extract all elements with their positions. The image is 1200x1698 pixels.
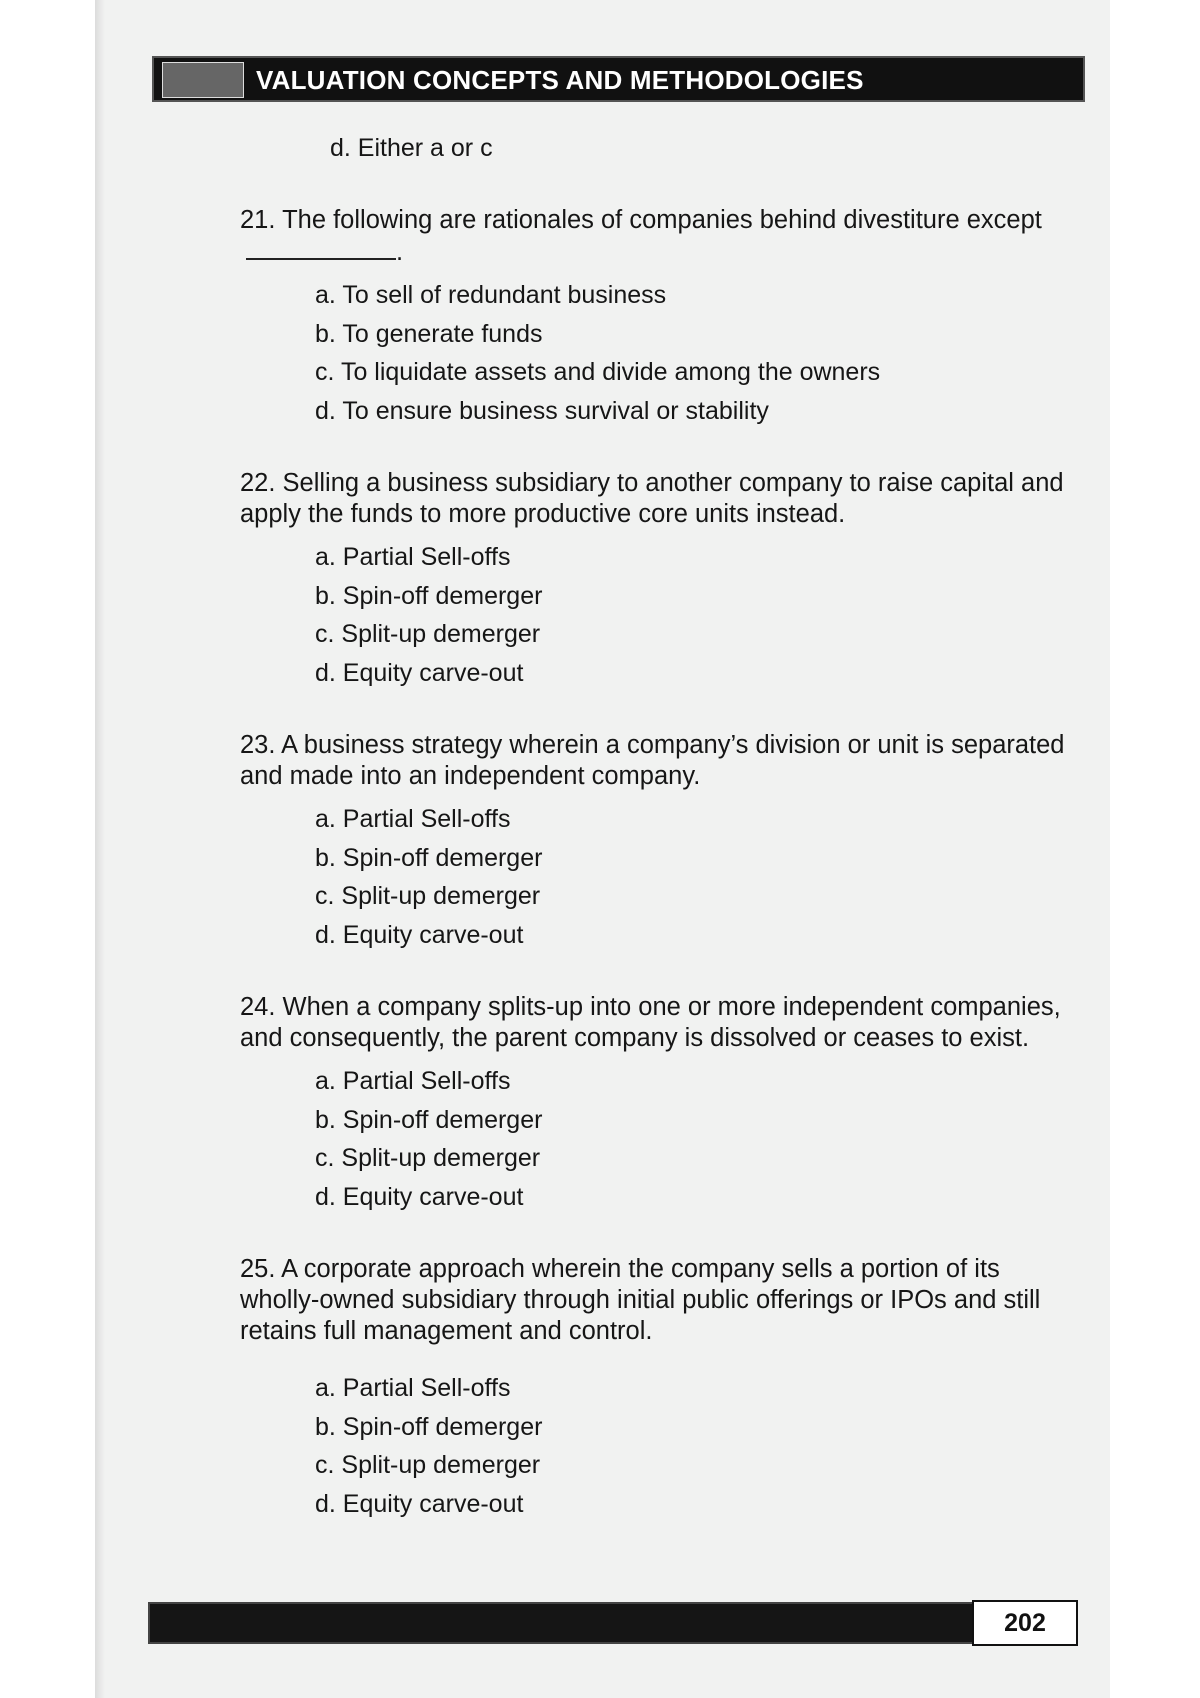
option-list <box>315 1062 1070 1216</box>
option-item: d. Equity carve-out <box>315 920 524 949</box>
page-number: 202 <box>972 1600 1078 1646</box>
option-list <box>315 1369 1070 1523</box>
question-23 <box>240 730 1070 954</box>
chapter-title: VALUATION CONCEPTS AND METHODOLOGIES <box>256 65 864 95</box>
option-item: a. To sell of redundant business <box>315 281 667 309</box>
question-stem-tail: . <box>396 238 404 266</box>
option-item: d. To ensure business survival or stability <box>315 396 769 425</box>
question-25 <box>240 1254 1070 1523</box>
question-stem: 25. A corporate approach wherein the company sells a portion of its wholly-owned subsidiary through initial public offerings or IPOs and still retains full management and control. <box>240 1255 1041 1345</box>
option-list <box>315 800 1070 954</box>
option-item: a. Partial Sell-offs <box>315 1374 511 1402</box>
option-list <box>315 276 1070 430</box>
option-item: c. Split-up demerger <box>315 620 541 648</box>
page-binding-shadow <box>95 0 105 1698</box>
option-item: c. Split-up demerger <box>315 1144 541 1172</box>
chapter-header-bar <box>152 56 1085 102</box>
header-accent-box <box>162 62 244 98</box>
option-item: a. Partial Sell-offs <box>315 805 511 833</box>
option-item: b. Spin-off demerger <box>315 843 543 872</box>
option-item: b. Spin-off demerger <box>315 1412 543 1441</box>
answer-blank <box>246 236 396 260</box>
option-item: b. Spin-off demerger <box>315 1105 543 1134</box>
option-item: c. Split-up demerger <box>315 882 541 910</box>
question-list <box>240 134 1070 1561</box>
question-21 <box>240 205 1070 430</box>
option-list <box>315 538 1070 692</box>
question-22 <box>240 468 1070 692</box>
question-stem: 24. When a company splits-up into one or more independent companies, and consequently, the parent company is dissolved or ceases to exist. <box>240 993 1061 1052</box>
option-item: b. To generate funds <box>315 319 543 348</box>
option-item: c. Split-up demerger <box>315 1451 541 1479</box>
carried-over-option: d. Either a or c <box>330 134 493 162</box>
option-item: c. To liquidate assets and divide among the owners <box>315 358 881 386</box>
option-item: a. Partial Sell-offs <box>315 543 511 571</box>
footer-bar <box>148 1602 980 1644</box>
option-item: d. Equity carve-out <box>315 1182 524 1211</box>
option-item: b. Spin-off demerger <box>315 581 543 610</box>
option-item: a. Partial Sell-offs <box>315 1067 511 1095</box>
option-item: d. Equity carve-out <box>315 1489 524 1518</box>
question-24 <box>240 992 1070 1216</box>
question-stem-text: 21. The following are rationales of companies behind divestiture except <box>240 206 1042 234</box>
question-stem: 23. A business strategy wherein a company’s division or unit is separated and made into an independent company. <box>240 731 1065 790</box>
question-stem: 22. Selling a business subsidiary to another company to raise capital and apply the funds to more productive core units instead. <box>240 469 1064 528</box>
option-item: d. Equity carve-out <box>315 658 524 687</box>
question-stem <box>240 205 1070 268</box>
